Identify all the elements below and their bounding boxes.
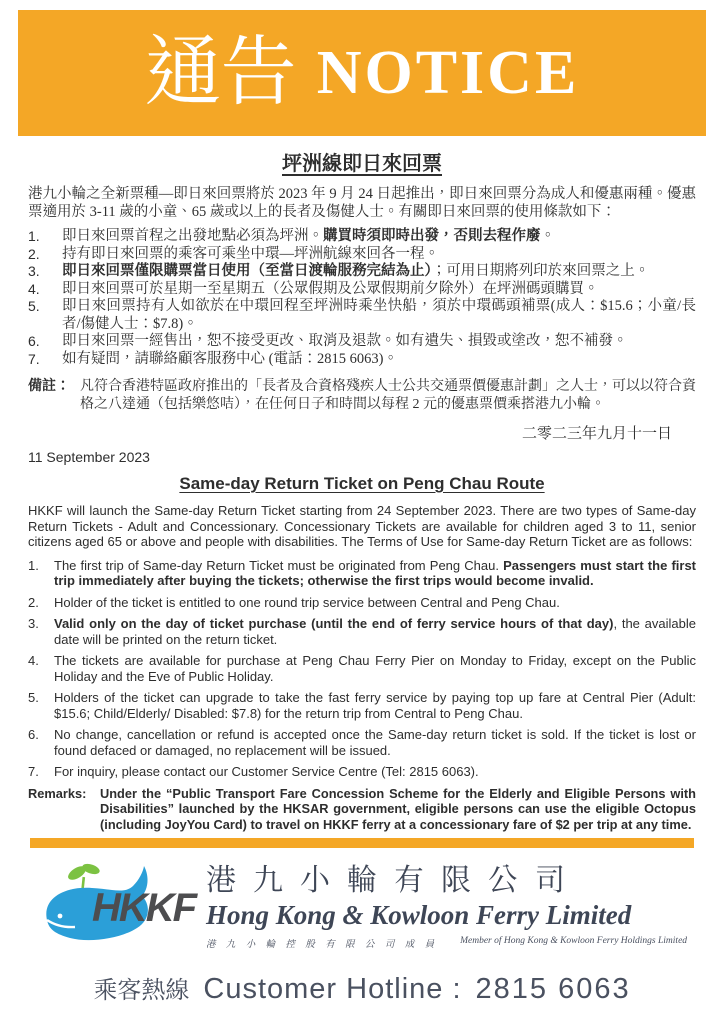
list-item xyxy=(28,727,696,758)
list-item xyxy=(28,653,696,684)
item-text: 即日來回票可於星期一至星期五（公眾假期及公眾假期前夕除外）在坪洲碼頭購買。 xyxy=(62,280,599,297)
cn-remark-label: 備註： xyxy=(28,379,70,394)
item-text: 即日來回票持有人如欲於在中環回程至坪洲時乘坐快船，須於中環碼頭補票(成人：$15.6；小童/長者/傷健人士：$7.8)。 xyxy=(62,298,696,332)
company-names xyxy=(206,860,687,950)
list-item xyxy=(28,558,696,589)
item-number: 2. xyxy=(28,245,40,262)
list-item xyxy=(28,690,696,721)
item-text: The tickets are available for purchase at Peng Chau Ferry Pier on Monday to Friday, except on the Public Holiday and the Eve of Public Holiday. xyxy=(54,653,696,684)
company-name-en: Hong Kong & Kowloon Ferry Limited xyxy=(205,899,632,930)
hkkf-logo xyxy=(37,860,196,956)
item-number: 1. xyxy=(28,557,39,573)
item-text: 即日來回票首程之出發地點必須為坪洲。購買時須即時出發，否則去程作廢。 xyxy=(62,228,555,244)
date-english: 11 September 2023 xyxy=(28,449,150,465)
orange-divider xyxy=(30,838,694,848)
list-item xyxy=(28,281,696,299)
list-item xyxy=(28,263,696,281)
item-number: 1. xyxy=(28,228,40,244)
hotline-label-zh: 乘客熱線 xyxy=(93,977,190,1004)
hotline-label-en: Customer Hotline : xyxy=(203,973,462,1005)
company-name-zh: 港九小輪有限公司 xyxy=(205,864,582,897)
item-text: 即日來回票一經售出，恕不接受更改、取消及退款。如有遺失、損毀或塗改，恕不補發。 xyxy=(62,333,628,349)
list-item xyxy=(28,298,696,333)
item-number: 3. xyxy=(28,263,40,279)
item-number: 7. xyxy=(28,350,40,367)
en-remarks xyxy=(28,786,696,833)
item-text: The first trip of Same-day Return Ticket must be originated from Peng Chau. Passengers must start the first trip immediately after buying the tickets; otherwise the first trips would become invalid. xyxy=(54,557,697,588)
item-number: 4. xyxy=(28,280,40,297)
leaf-icon xyxy=(66,862,101,888)
en-section-title: Same-day Return Ticket on Peng Chau Route xyxy=(179,474,545,493)
list-item xyxy=(28,595,696,611)
item-text: Valid only on the day of ticket purchase (until the end of ferry service hours of that day), the available date will be printed on the return ticket. xyxy=(54,616,696,647)
list-item xyxy=(28,351,696,369)
item-text: No change, cancellation or refund is accepted once the Same-day return ticket is sold. If the ticket is lost or found defaced or damaged, no replacement will be issued. xyxy=(54,727,696,758)
item-text: Holders of the ticket can upgrade to take the fast ferry service by paying top up fare at Central Pier (Adult: $15.6; Child/Elderly/ Disabled: $7.8) for the return trip from Central to Peng Chau. xyxy=(54,690,696,721)
banner-title-zh: 通告 xyxy=(144,31,297,115)
cn-section-title: 坪洲線即日來回票 xyxy=(282,153,442,175)
cn-terms-list xyxy=(28,228,696,368)
notice-banner xyxy=(18,10,706,136)
en-terms-list xyxy=(28,558,696,780)
date-chinese: 二零二三年九月十一日 xyxy=(521,426,672,442)
item-number: 5. xyxy=(28,298,40,314)
list-item xyxy=(28,228,696,246)
en-intro-paragraph: HKKF will launch the Same-day Return Ticket starting from 24 September 2023. There are two types of Same-day Return Tickets - Adult and Concessionary. Concessionary Tickets are available for children aged 3 to 11, senior citizens aged 65 or above and people with disabilities. The Terms of Use for Same-day Return Ticket are as follows: xyxy=(28,503,696,549)
member-line-zh: 港 九 小 輪 控 股 有 限 公 司 成 員 xyxy=(205,939,439,950)
cn-intro-paragraph: 港九小輪之全新票種—即日來回票將於 2023 年 9 月 24 日起推出，即日來回票分為成人和優惠兩種。優惠票適用於 3-11 歲的小童、65 歲或以上的長者及傷健人士。有關即日來回票的使用條款如下： xyxy=(28,186,696,220)
member-line xyxy=(206,936,687,950)
company-footer xyxy=(0,860,724,956)
item-text: 即日來回票僅限購票當日使用（至當日渡輪服務完結為止）；可用日期將列印於來回票之上。 xyxy=(62,263,650,279)
item-number: 7. xyxy=(28,764,39,779)
list-item xyxy=(28,616,696,647)
hotline-number: 2815 6063 xyxy=(475,973,631,1005)
en-remarks-label: Remarks: xyxy=(28,785,87,801)
item-number: 5. xyxy=(28,690,39,705)
item-text: Holder of the ticket is entitled to one round trip service between Central and Peng Chau. xyxy=(54,594,560,610)
cn-remark xyxy=(28,378,696,414)
member-line-en: Member of Hong Kong & Kowloon Ferry Holdings Limited xyxy=(460,935,688,946)
logo-hkkf-text: HKKF xyxy=(91,886,196,930)
item-text: 持有即日來回票的乘客可乘坐中環—坪洲航線來回各一程。 xyxy=(62,245,439,262)
list-item xyxy=(28,333,696,351)
item-text: For inquiry, please contact our Customer Service Centre (Tel: 2815 6063). xyxy=(54,764,479,779)
item-number: 3. xyxy=(28,616,39,631)
item-text: 如有疑問，請聯絡顧客服務中心 (電話：2815 6063)。 xyxy=(62,350,398,367)
list-item xyxy=(28,764,696,780)
item-number: 4. xyxy=(28,653,39,668)
english-section xyxy=(0,449,724,832)
item-number: 6. xyxy=(28,333,40,349)
item-number: 2. xyxy=(28,594,39,610)
banner-title-en: NOTICE xyxy=(316,39,580,107)
list-item xyxy=(28,246,696,264)
customer-hotline xyxy=(0,970,724,1006)
item-number: 6. xyxy=(28,727,39,742)
en-remarks-text: Under the “Public Transport Fare Concession Scheme for the Elderly and Eligible Persons with Disabilities” launched by the HKSAR government, eligible persons can use the eligible Octopus (including JoyYou Card) to travel on HKKF ferry at a concessionary fare of $2 per trip at any time. xyxy=(100,785,696,832)
chinese-section xyxy=(0,147,724,443)
cn-remark-text: 凡符合香港特區政府推出的「長者及合資格殘疾人士公共交通票價優惠計劃」之人士，可以以符合資格之八達通（包括樂悠咭），在任何日子和時間以每程 2 元的優惠票價乘搭港九小輪。 xyxy=(80,379,696,412)
